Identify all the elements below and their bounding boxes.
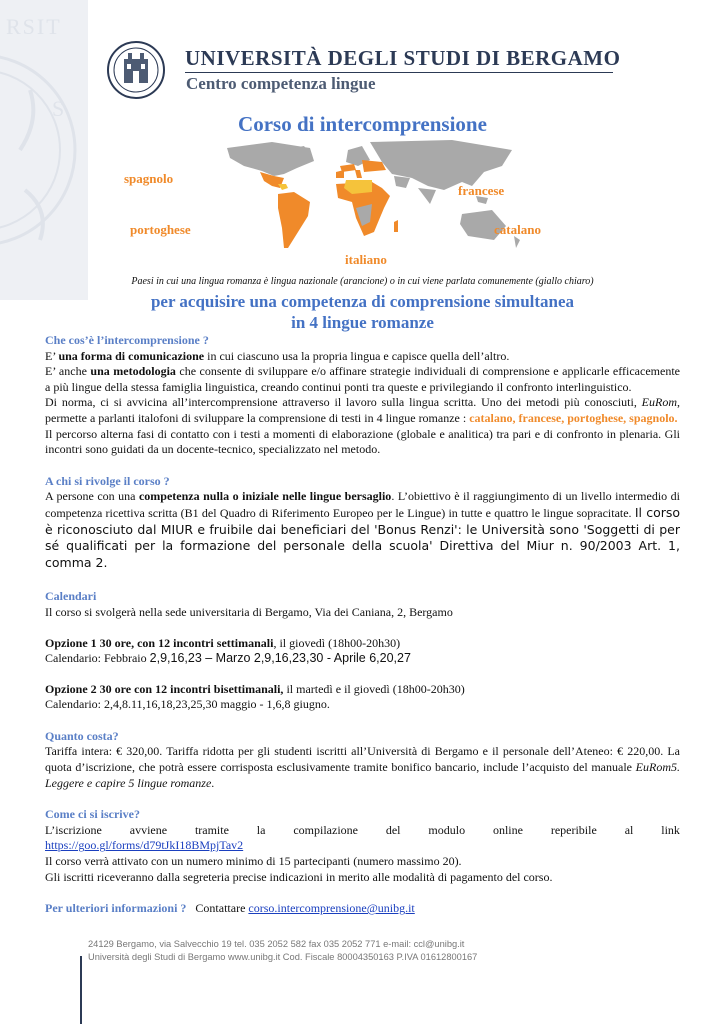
subtitle-line-1: per acquisire una competenza di comprensione simultanea <box>150 292 575 311</box>
contact-email-link[interactable]: corso.intercomprensione@unibg.it <box>248 901 415 916</box>
watermark-text: S <box>52 96 67 121</box>
map-label-spagnolo: spagnolo <box>124 171 174 186</box>
section-heading-what: Che cos’è l’intercomprensione ? <box>45 333 209 347</box>
watermark-seal <box>0 0 88 300</box>
map-caption: Paesi in cui una lingua romanza è lingua nazionale (arancione) o in cui viene parlata comunemente (giallo chiaro) <box>131 276 594 287</box>
map-label-italiano: italiano <box>345 252 387 267</box>
paragraph: Di norma, ci si avvicina all’intercomprensione attraverso il lavoro sulla lingua scritta. Uno dei metodi più conosciuti, EuRom, permette a parlanti italofoni di sviluppare la comprensione di testi in 4 lingue romanze : catalano, francese, portoghese, spagnolo. <box>45 395 680 425</box>
map-label-catalano: catalano <box>494 222 541 237</box>
subtitle-line-2: in 4 lingue romanze <box>291 313 434 332</box>
paragraph: E’ anche una metodologia che consente di sviluppare e/o affinare strategie individuali di comprensione e applicarle efficacemente a più lingue della stessa famiglia linguistica, creando continui ponti tra queste e privilegiando il confronto interlinguistico. <box>45 364 680 394</box>
section-heading-who: A chi si rivolge il corso ? <box>45 473 170 488</box>
section-heading-cost: Quanto costa? <box>45 728 119 743</box>
option-2: Opzione 2 30 ore con 12 incontri bisettimanali, il martedì e il giovedì (18h00-20h30) <box>45 681 465 696</box>
footer-address: 24129 Bergamo, via Salvecchio 19 tel. 035 2052 582 fax 035 2052 771 e-mail: ccl@unibg.it <box>88 939 465 949</box>
paragraph: Il corso si svolgerà nella sede universitaria di Bergamo, Via dei Caniana, 2, Bergamo <box>45 604 453 619</box>
course-title: Corso di intercomprensione <box>238 112 487 136</box>
watermark-ornament <box>0 0 88 300</box>
paragraph: Gli iscritti riceveranno dalla segreteria precise indicazioni in merito alle modalità di pagamento del corso. <box>45 869 553 884</box>
paragraph: E’ una forma di comunicazione in cui ciascuno usa la propria lingua e capisce quella dell’altro. <box>45 348 510 363</box>
option-1: Opzione 1 30 ore, con 12 incontri settimanali, il giovedì (18h00-20h30) <box>45 635 401 650</box>
university-crest-icon <box>107 37 165 103</box>
footer-legal: Università degli Studi di Bergamo www.unibg.it Cod. Fiscale 80004350163 P.IVA 01612800167 <box>88 952 478 962</box>
header-rule <box>185 72 613 73</box>
paragraph: Tariffa intera: € 320,00. Tariffa ridotta per gli studenti iscritti all’Università di Bergamo e il personale dell’Ateneo: € 220,00. La quota d’iscrizione, che potrà essere corrisposta esclusivamente tramite bonifico bancario, include l’acquisto del manuale EuRom5. Leggere e capire 5 lingue romanze. <box>45 744 680 790</box>
paragraph: A persone con una competenza nulla o iniziale nelle lingue bersaglio. L’obiettivo è il raggiungimento di un livello intermedio di competenza ricettiva scritta (B1 del Quadro di Riferimento Europeo per le Lingue) in tutte e quattro le lingue sopracitate. Il corso è riconosciuto dal MIUR e fruibile dai beneficiari del 'Bonus Renzi': le Università sono 'Soggetti di per sé qualificati per la formazione del personale della scuola' Direttiva del Miur n. 90/2003 Art. 1, comma 2. <box>45 489 681 570</box>
map-label-portoghese: portoghese <box>130 222 191 237</box>
watermark-text: RSIT <box>6 14 62 39</box>
university-name: UNIVERSITÀ DEGLI STUDI DI BERGAMO <box>185 46 621 70</box>
paragraph: L’iscrizione avviene tramite la compilazione del modulo online reperibile al link <box>45 822 680 837</box>
map-label-francese: francese <box>458 183 505 198</box>
paragraph: Il percorso alterna fasi di contatto con i testi a momenti di elaborazione (globale e analitica) tra pari e di confronto in plenaria. Gli incontri sono guidati da un docente-tecnico, specializzato nel metodo. <box>45 426 680 457</box>
paragraph: Il corso verrà attivato con un numero minimo di 15 partecipanti (numero massimo 20). <box>45 854 462 869</box>
info-line: Per ulteriori informazioni ? Contattare corso.intercomprensione@unibg.it <box>45 901 415 916</box>
option-1-calendar: Calendario: Febbraio 2,9,16,23 – Marzo 2,9,16,23,30 - Aprile 6,20,27 <box>45 651 411 666</box>
option-2-calendar: Calendario: 2,4,8.11,16,18,23,25,30 maggio - 1,6,8 giugno. <box>45 697 330 712</box>
section-heading-enrol: Come ci si iscrive? <box>45 807 140 822</box>
centre-name: Centro competenza lingue <box>186 74 376 93</box>
registration-form-link[interactable]: https://goo.gl/forms/d79tJkI18BMpjTav2 <box>45 838 244 853</box>
main-content <box>45 333 680 917</box>
footer-rule <box>80 956 82 1024</box>
section-heading-calendars: Calendari <box>45 589 97 604</box>
